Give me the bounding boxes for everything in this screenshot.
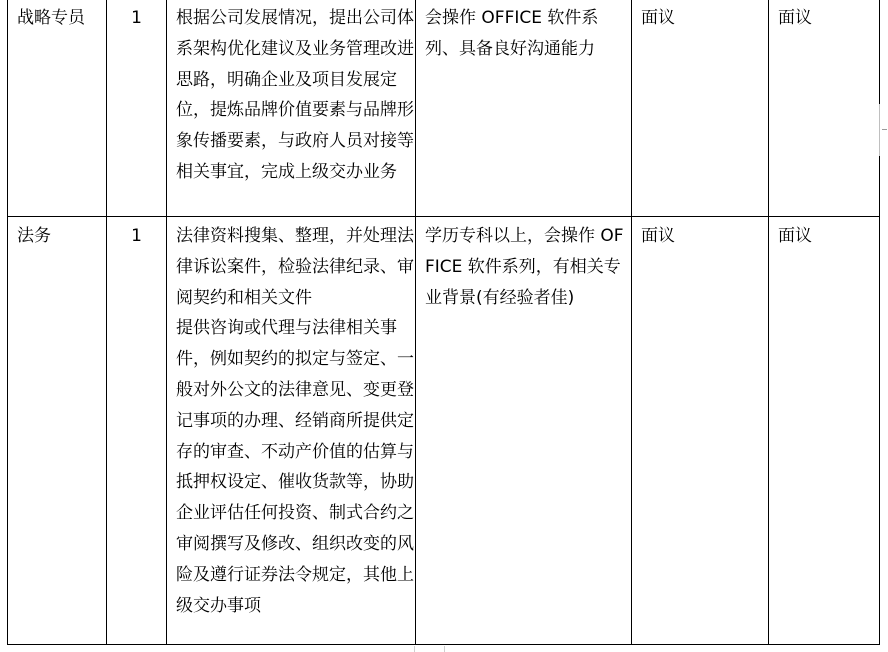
requirements-cell: 学历专科以上，会操作 OFFICE 软件系列，有相关专业背景(有经验者佳) xyxy=(416,217,632,645)
column-marker xyxy=(444,646,445,652)
table-row xyxy=(8,217,880,645)
headcount-cell: 1 xyxy=(107,217,167,645)
headcount-cell: 1 xyxy=(107,0,167,217)
position-cell: 法务 xyxy=(8,217,107,645)
duties-text: 法律资料搜集、整理，并处理法律诉讼案件，检验法律纪录、审阅契约和相关文件 xyxy=(176,226,414,308)
duties-text-extra: 提供咨询或代理与法律相关事件，例如契约的拟定与签定、一般对外公文的法律意见、变更登记事项的办理、经销商所提供定存的审查、不动产价值的估算与抵押权设定、催收货款等，协助企业评估任何投资、制式合约之审阅撰写及修改、组织改变的风险及遵行证券法令规定，其他上级交办事项 xyxy=(176,318,414,616)
duties-cell xyxy=(167,217,416,645)
benefits-cell: 面议 xyxy=(769,217,880,645)
table-row xyxy=(8,0,880,217)
benefits-cell: 面议 xyxy=(769,0,880,217)
duties-cell: 根据公司发展情况，提出公司体系架构优化建议及业务管理改进思路，明确企业及项目发展定位，提炼品牌价值要素与品牌形象传播要素，与政府人员对接等相关事宜，完成上级交办业务 xyxy=(167,0,416,217)
salary-cell: 面议 xyxy=(632,0,769,217)
scrollbar-edge[interactable] xyxy=(879,104,888,156)
requirements-cell: 会操作 OFFICE 软件系列、具备良好沟通能力 xyxy=(416,0,632,217)
scroll-tick xyxy=(882,129,887,130)
salary-cell: 面议 xyxy=(632,217,769,645)
job-table xyxy=(7,0,880,645)
position-cell: 战略专员 xyxy=(8,0,107,217)
column-marker xyxy=(414,646,415,652)
